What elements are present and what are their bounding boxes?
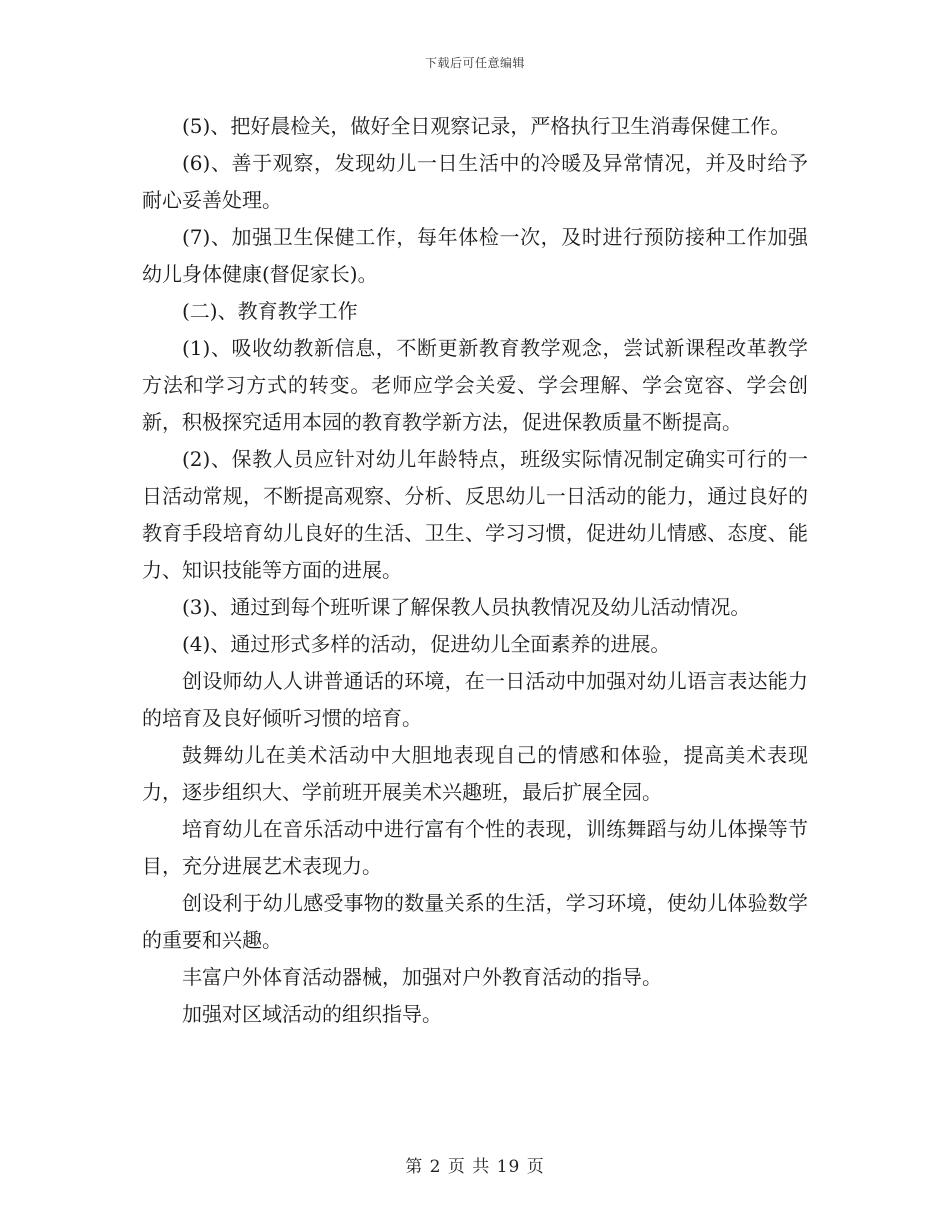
paragraph: 加强对区域活动的组织指导。 (182, 1002, 442, 1026)
paragraph: (5)、把好晨检关，做好全日观察记录，严格执行卫生消毒保健工作。 (182, 114, 791, 138)
paragraph: (7)、加强卫生保健工作，每年体检一次，及时进行预防接种工作加强幼儿身体健康(督促家长)。 (142, 225, 808, 286)
paragraph: 创设利于幼儿感受事物的数量关系的生活，学习环境，使幼儿体验数学的重要和兴趣。 (142, 891, 808, 952)
paragraph: (2)、保教人员应针对幼儿年龄特点，班级实际情况制定确实可行的一日活动常规，不断提高观察、分析、反思幼儿一日活动的能力，通过良好的教育手段培育幼儿良好的生活、卫生、学习习惯，促进幼儿情感、态度、能力、知识技能等方面的进展。 (142, 447, 808, 582)
paragraph: (4)、通过形式多样的活动，促进幼儿全面素养的进展。 (182, 632, 671, 656)
header-note: 下载后可任意编辑 (424, 56, 525, 70)
paragraph: 丰富户外体育活动器械，加强对户外教育活动的指导。 (182, 965, 662, 989)
section-heading: (二)、教育教学工作 (182, 299, 358, 323)
page-number-footer: 第 2 页 共 19 页 (405, 1157, 545, 1177)
paragraph: 鼓舞幼儿在美术活动中大胆地表现自己的情感和体验，提高美术表现力，逐步组织大、学前班开展美术兴趣班，最后扩展全园。 (142, 743, 808, 804)
paragraph: 培育幼儿在音乐活动中进行富有个性的表现，训练舞蹈与幼儿体操等节目，充分进展艺术表现力。 (142, 817, 808, 878)
paragraph: (3)、通过到每个班听课了解保教人员执教情况及幼儿活动情况。 (182, 595, 751, 619)
document-body (142, 108, 808, 1033)
paragraph: (1)、吸收幼教新信息，不断更新教育教学观念，尝试新课程改革教学方法和学习方式的转变。老师应学会关爱、学会理解、学会宽容、学会创新，积极探究适用本园的教育教学新方法，促进保教质量不断提高。 (142, 336, 808, 434)
paragraph: (6)、善于观察，发现幼儿一日生活中的冷暖及异常情况，并及时给予耐心妥善处理。 (142, 151, 808, 212)
paragraph: 创设师幼人人讲普通话的环境，在一日活动中加强对幼儿语言表达能力的培育及良好倾听习惯的培育。 (142, 669, 808, 730)
